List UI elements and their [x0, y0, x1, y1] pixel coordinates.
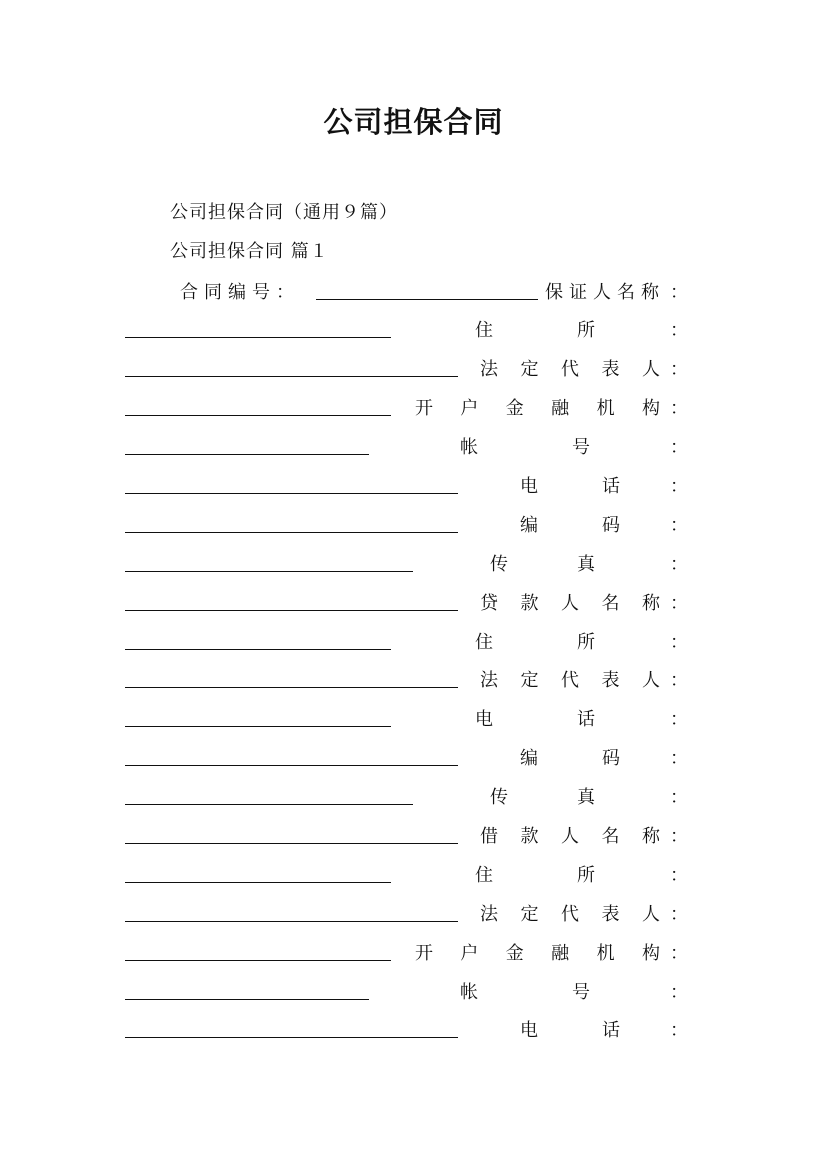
guarantor-address-blank[interactable] [125, 337, 391, 338]
label-char: 码 [602, 515, 620, 536]
borrower-phone-colon: ： [670, 1020, 688, 1041]
label-char: 所 [577, 320, 595, 341]
borrower-name-colon: ： [670, 826, 688, 847]
guarantor-account-colon: ： [670, 437, 688, 458]
borrower-phone-blank[interactable] [125, 1037, 458, 1038]
label-char: 表 [601, 359, 620, 380]
label-char: 真 [577, 787, 595, 808]
label-char: 号 [572, 437, 590, 458]
label-char: 人 [561, 593, 579, 614]
borrower-address-blank[interactable] [125, 882, 391, 883]
field-row-borrower-account [125, 978, 688, 1004]
borrower-name-label [480, 822, 660, 848]
label-char: 法 [480, 359, 498, 380]
field-row-guarantor-account [125, 433, 688, 459]
borrower-address-label [475, 861, 595, 887]
lender-fax-label [490, 783, 595, 809]
lender-name-blank[interactable] [125, 610, 458, 611]
label-char: 代 [561, 904, 579, 925]
label-char: 电 [520, 1020, 538, 1041]
borrower-account-colon: ： [670, 982, 688, 1003]
guarantor-address-label [475, 316, 595, 342]
label-char: 码 [602, 748, 620, 769]
label-char: 称 [642, 593, 660, 614]
guarantor-postcode-colon: ： [670, 515, 688, 536]
label-char: 传 [490, 787, 508, 808]
borrower-bank-blank[interactable] [125, 960, 391, 961]
borrower-phone-label [520, 1016, 620, 1042]
label-char: 名 [601, 826, 620, 847]
lender-postcode-colon: ： [670, 748, 688, 769]
label-char: 帐 [460, 437, 478, 458]
lender-fax-colon: ： [670, 787, 688, 808]
label-char: 构 [641, 943, 660, 964]
label-char: 代 [561, 359, 579, 380]
label-char: 人 [642, 904, 660, 925]
lender-name-label [480, 589, 660, 615]
lender-fax-blank[interactable] [125, 804, 413, 805]
lender-postcode-label [520, 744, 620, 770]
label-char: 真 [577, 554, 595, 575]
label-char: 人 [642, 670, 660, 691]
field-row-borrower-phone [125, 1016, 688, 1042]
guarantor-postcode-blank[interactable] [125, 532, 458, 533]
field-row-guarantor-fax [125, 550, 688, 576]
borrower-legal-rep-label [480, 900, 660, 926]
label-char: 电 [475, 709, 493, 730]
guarantor-account-blank[interactable] [125, 454, 369, 455]
label-char: 贷 [480, 593, 498, 614]
lender-phone-label [475, 705, 595, 731]
borrower-name-blank[interactable] [125, 843, 458, 844]
label-char: 编 [520, 748, 538, 769]
field-row-borrower-address [125, 861, 688, 887]
guarantor-phone-label [520, 472, 620, 498]
guarantor-legal-rep-label [480, 355, 660, 381]
field-row-borrower-legal-rep [125, 900, 688, 926]
label-char: 表 [601, 904, 620, 925]
borrower-bank-colon: ： [670, 943, 688, 964]
field-row-guarantor-bank [125, 394, 688, 420]
label-char: 款 [520, 593, 539, 614]
field-row-guarantor-phone [125, 472, 688, 498]
label-char: 住 [475, 320, 493, 341]
borrower-legal-rep-blank[interactable] [125, 921, 458, 922]
lender-address-blank[interactable] [125, 649, 391, 650]
field-row-guarantor-legal-rep [125, 355, 688, 381]
label-char: 话 [602, 476, 620, 497]
label-char: 开 [415, 398, 433, 419]
label-char: 户 [460, 398, 479, 419]
label-char: 电 [520, 476, 538, 497]
guarantor-legal-rep-colon: ： [670, 359, 688, 380]
field-row-lender-address [125, 628, 688, 654]
guarantor-legal-rep-blank[interactable] [125, 376, 458, 377]
label-char: 名 [601, 593, 620, 614]
contract-number-row [125, 278, 688, 304]
label-char: 定 [520, 359, 539, 380]
label-char: 帐 [460, 982, 478, 1003]
label-char: 融 [551, 398, 570, 419]
label-char: 融 [551, 943, 570, 964]
field-row-lender-fax [125, 783, 688, 809]
document-subtitle: 公司担保合同（通用９篇） [170, 202, 398, 223]
field-row-borrower-name [125, 822, 688, 848]
lender-name-colon: ： [670, 593, 688, 614]
label-char: 住 [475, 632, 493, 653]
label-char: 所 [577, 632, 595, 653]
label-char: 表 [601, 670, 620, 691]
field-row-guarantor-postcode [125, 511, 688, 537]
guarantor-bank-label [415, 394, 660, 420]
label-char: 借 [480, 826, 498, 847]
label-char: 人 [561, 826, 579, 847]
label-char: 构 [641, 398, 660, 419]
label-char: 机 [596, 398, 615, 419]
lender-phone-blank[interactable] [125, 726, 391, 727]
label-char: 编 [520, 515, 538, 536]
lender-address-colon: ： [670, 632, 688, 653]
label-char: 法 [480, 904, 498, 925]
contract-number-blank[interactable] [316, 299, 538, 300]
section-heading: 公司担保合同 篇１ [170, 241, 329, 262]
label-char: 金 [505, 398, 524, 419]
lender-postcode-blank[interactable] [125, 765, 458, 766]
borrower-account-label [460, 978, 590, 1004]
label-char: 称 [642, 826, 660, 847]
label-char: 法 [480, 670, 498, 691]
contract-number-label: 合同编号： [180, 282, 300, 303]
guarantor-phone-blank[interactable] [125, 493, 458, 494]
label-char: 号 [572, 982, 590, 1003]
label-char: 定 [520, 670, 539, 691]
lender-phone-colon: ： [670, 709, 688, 730]
label-char: 话 [577, 709, 595, 730]
lender-legal-rep-label [480, 666, 660, 692]
guarantor-fax-blank[interactable] [125, 571, 413, 572]
label-char: 机 [596, 943, 615, 964]
guarantor-bank-blank[interactable] [125, 415, 391, 416]
guarantor-bank-colon: ： [670, 398, 688, 419]
label-char: 户 [460, 943, 479, 964]
label-char: 定 [520, 904, 539, 925]
guarantor-name-label: 保证人名称 [545, 282, 665, 303]
borrower-legal-rep-colon: ： [670, 904, 688, 925]
label-char: 传 [490, 554, 508, 575]
lender-legal-rep-blank[interactable] [125, 687, 458, 688]
guarantor-fax-colon: ： [670, 554, 688, 575]
field-row-lender-postcode [125, 744, 688, 770]
guarantor-postcode-label [520, 511, 620, 537]
guarantor-address-colon: ： [670, 320, 688, 341]
guarantor-account-label [460, 433, 590, 459]
lender-address-label [475, 628, 595, 654]
field-row-lender-phone [125, 705, 688, 731]
lender-legal-rep-colon: ： [670, 670, 688, 691]
borrower-address-colon: ： [670, 865, 688, 886]
borrower-bank-label [415, 939, 660, 965]
label-char: 所 [577, 865, 595, 886]
label-char: 住 [475, 865, 493, 886]
guarantor-fax-label [490, 550, 595, 576]
guarantor-phone-colon: ： [670, 476, 688, 497]
field-row-guarantor-address [125, 316, 688, 342]
guarantor-name-colon: ： [670, 282, 688, 303]
label-char: 金 [505, 943, 524, 964]
label-char: 款 [520, 826, 539, 847]
field-row-borrower-bank [125, 939, 688, 965]
label-char: 代 [561, 670, 579, 691]
field-row-lender-legal-rep [125, 666, 688, 692]
label-char: 人 [642, 359, 660, 380]
document-title: 公司担保合同 [323, 105, 504, 139]
label-char: 开 [415, 943, 433, 964]
label-char: 话 [602, 1020, 620, 1041]
field-row-lender-name [125, 589, 688, 615]
borrower-account-blank[interactable] [125, 999, 369, 1000]
